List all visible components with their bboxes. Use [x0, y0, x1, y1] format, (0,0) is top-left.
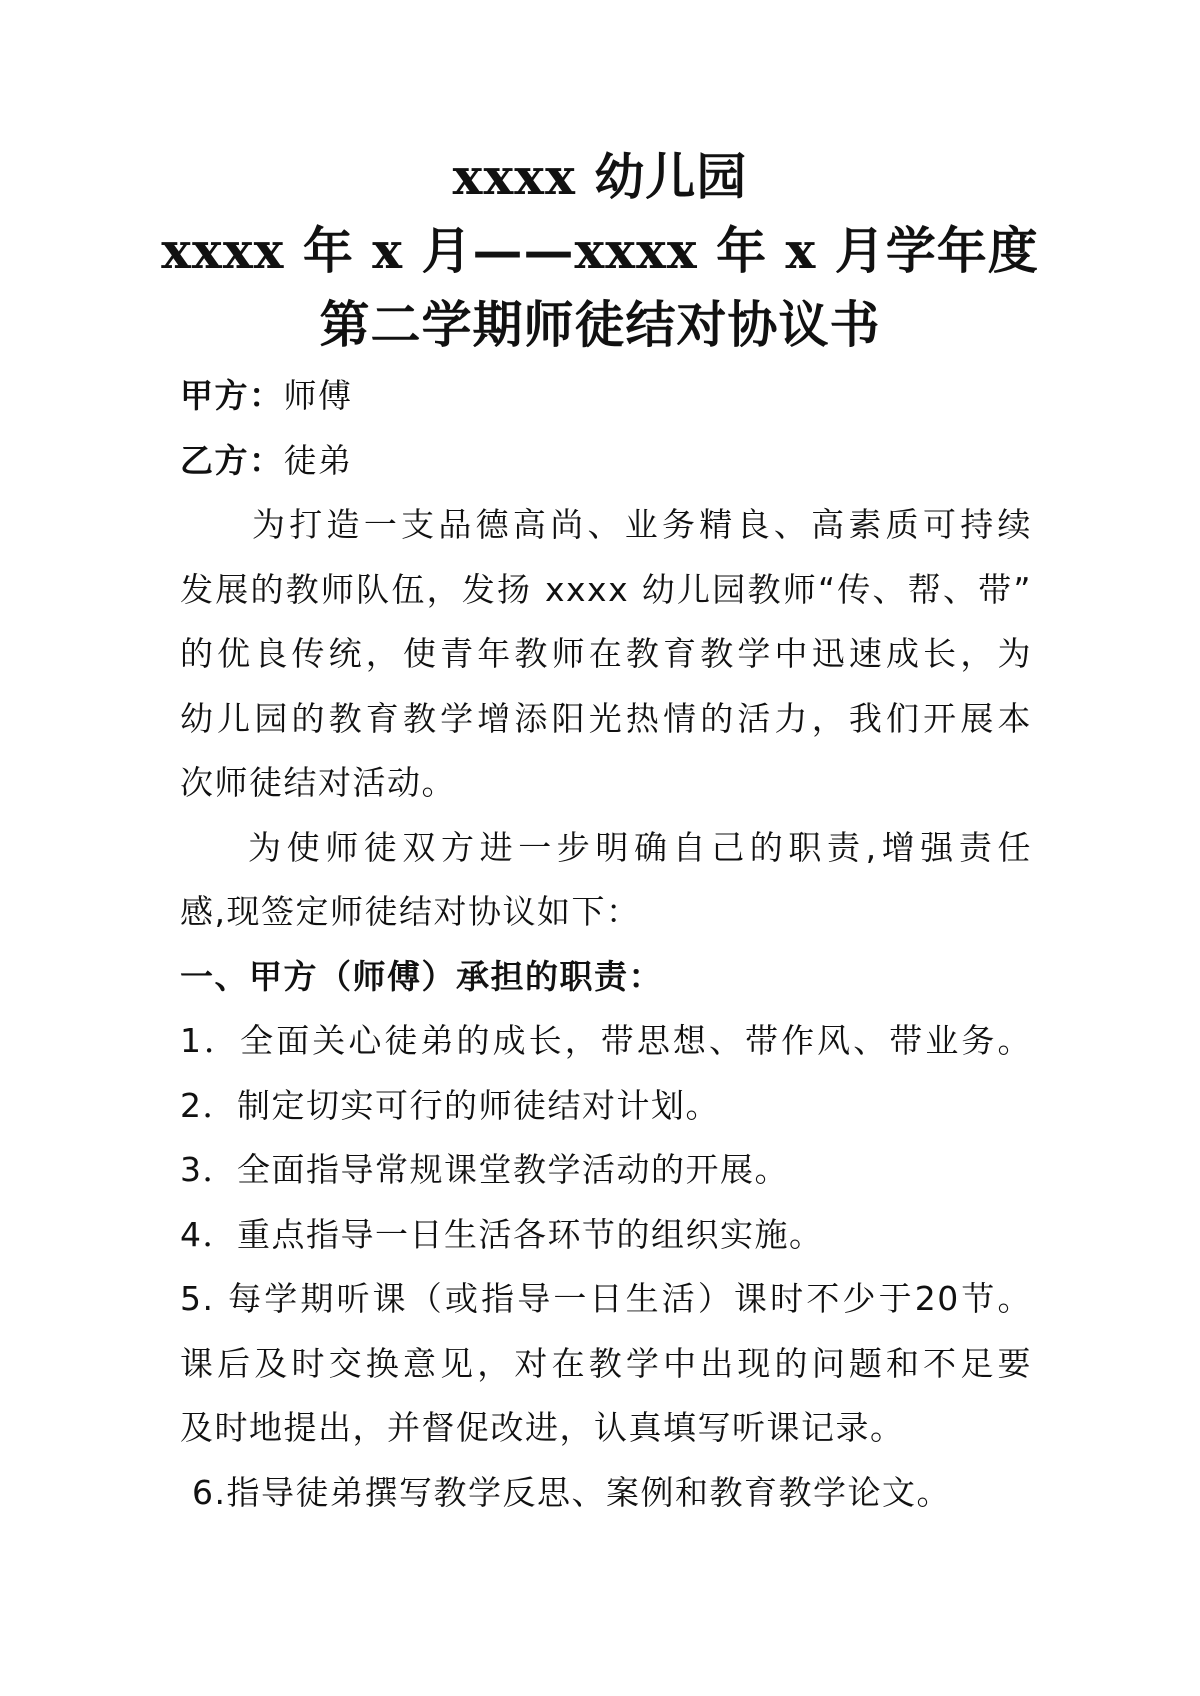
purpose-line: 感,现签定师徒结对协议如下： — [180, 892, 641, 931]
party-b-line — [180, 429, 1032, 494]
intro-line: 次师徒结对活动。 — [180, 763, 456, 802]
party-b-value: 徒弟 — [283, 440, 353, 480]
section1-heading: 一、甲方（师傅）承担的职责： — [180, 956, 663, 996]
party-b-label: 乙方： — [180, 440, 284, 480]
duty-item: 4．重点指导一日生活各环节的组织实施。 — [180, 1214, 824, 1254]
intro-line: 幼儿园的教育教学增添阳光热情的活力，我们开展本 — [180, 698, 1032, 738]
title-kindergarten-name: xxxx 幼儿园 — [452, 147, 748, 206]
title-agreement-name: 第二学期师徒结对协议书 — [319, 295, 881, 354]
purpose-line: 为使师徒双方进一步明确自己的职责,增强责任 — [248, 827, 1032, 867]
duty-item: 5. 每学期听课（或指导一日生活）课时不少于20节。 — [180, 1279, 1032, 1318]
intro-line: 的优良传统，使青年教师在教育教学中迅速成长，为 — [180, 634, 1032, 673]
document-title — [0, 140, 1200, 362]
document-body — [180, 364, 1032, 1525]
intro-line: 为打造一支品德高尚、业务精良、高素质可持续 — [252, 505, 1032, 544]
duty-item: 3．全面指导常规课堂教学活动的开展。 — [180, 1150, 789, 1189]
intro-line: 发展的教师队伍，发扬 xxxx 幼儿园教师“传、帮、带” — [180, 569, 1032, 609]
party-a-line — [180, 364, 1032, 429]
duty-item: 6.指导徒弟撰写教学反思、案例和教育教学论文。 — [192, 1472, 951, 1512]
duty-item-continuation: 课后及时交换意见，对在教学中出现的问题和不足要 — [180, 1343, 1032, 1383]
duty-item: 2．制定切实可行的师徒结对计划。 — [180, 1085, 720, 1125]
title-academic-year: xxxx 年 x 月——xxxx 年 x 月学年度 — [161, 221, 1039, 280]
party-a-label: 甲方： — [180, 376, 284, 415]
duty-item-continuation: 及时地提出，并督促改进，认真填写听课记录。 — [180, 1408, 905, 1447]
duty-item: 1．全面关心徒弟的成长，带思想、带作风、带业务。 — [180, 1021, 1032, 1060]
party-a-value: 师傅 — [283, 376, 353, 415]
